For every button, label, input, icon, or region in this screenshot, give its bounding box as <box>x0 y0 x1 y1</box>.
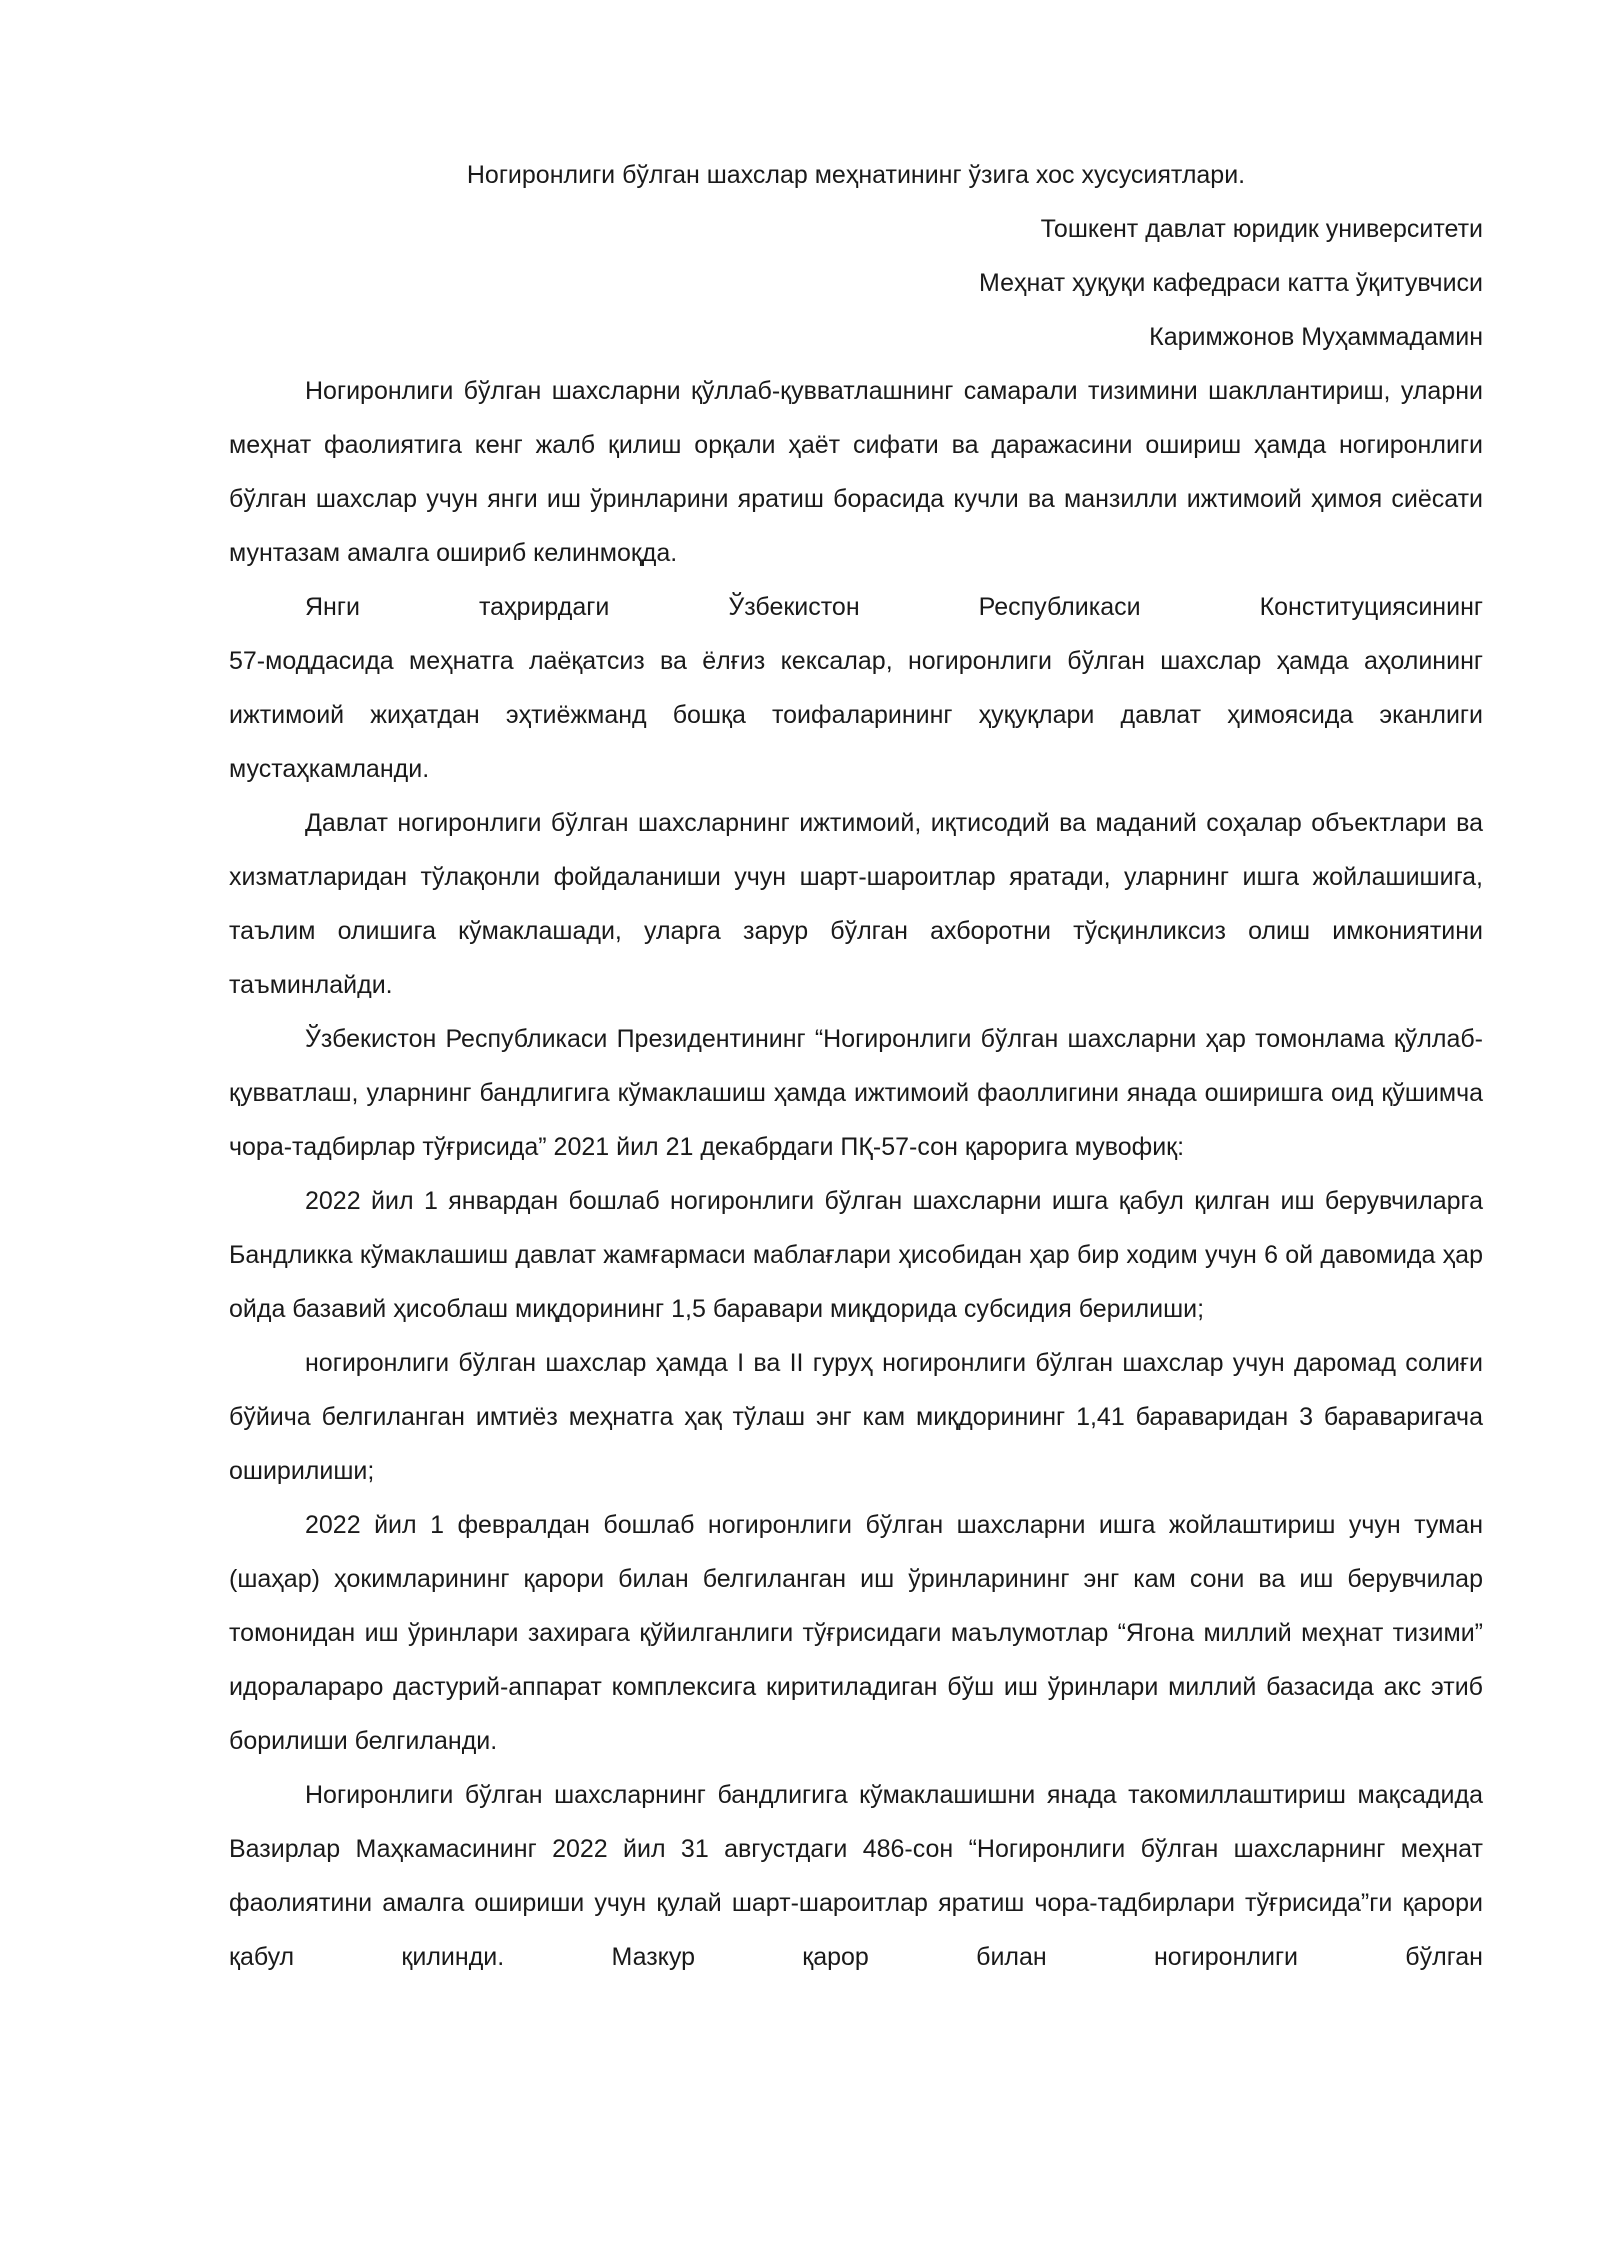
document-body <box>229 148 1483 1984</box>
paragraph-7: 2022 йил 1 февралдан бошлаб ногиронлиги бўлган шахсларни ишга жойлаштириш учун туман (шаҳар) ҳокимларининг қарори билан белгиланган иш ўринларининг энг кам сони ва иш берувчилар томонидан иш ўринлари захирага қўйилганлиги тўғрисидаги маълумотлар “Ягона миллий меҳнат тизими” идораларaро дастурий-аппарат комплексига киритиладиган бўш иш ўринлари миллий базасида акс этиб борилиши белгиланди. <box>229 1511 1483 1755</box>
paragraph-2-continuation: 57-моддасида меҳнатга лаёқатсиз ва ёлғиз кексалар, ногиронлиги бўлган шахслар ҳамда аҳолининг ижтимоий жиҳатдан эҳтиёжманд бошқа тоифаларининг ҳуқуқлари давлат ҳимоясида эканлиги мустаҳкамланди. <box>229 647 1483 783</box>
author-position: Меҳнат ҳуқуқи кафедраси катта ўқитувчиси <box>978 269 1483 297</box>
paragraph-3: Давлат ногиронлиги бўлган шахсларнинг ижтимоий, иқтисодий ва маданий соҳалар объектлари ва хизматларидан тўлақонли фойдаланиши учун шарт-шароитлар яратади, уларнинг ишга жойлашишига, таълим олишига кўмаклашади, уларга зарур бўлган ахборотни тўсқинликсиз олиш имкониятини таъминлайди. <box>229 809 1483 999</box>
document-title: Ногиронлиги бўлган шахслар меҳнатининг ўзига хос хусусиятлари. <box>466 161 1246 189</box>
paragraph-1: Ногиронлиги бўлган шахсларни қўллаб-қувватлашнинг самарали тизимини шакллантириш, уларни меҳнат фаолиятига кенг жалб қилиш орқали ҳаёт сифати ва даражасини ошириш ҳамда ногиронлиги бўлган шахслар учун янги иш ўринларини яратиш борасида кучли ва манзилли ижтимоий ҳимоя сиёсати мунтазам амалга ошириб келинмоқда. <box>229 377 1483 567</box>
author-university: Тошкент давлат юридик университети <box>1040 215 1483 243</box>
author-name: Каримжонов Муҳаммадамин <box>1149 323 1483 351</box>
paragraph-2-first-line: Янги таҳрирдаги Ўзбекистон Республикаси Конституциясининг <box>305 593 1483 621</box>
paragraph-8: Ногиронлиги бўлган шахсларнинг бандлигига кўмаклашишни янада такомиллаштириш мақсадида Вазирлар Маҳкамасининг 2022 йил 31 августдаги 486-сон “Ногиронлиги бўлган шахсларнинг меҳнат фаолиятини амалга ошириши учун қулай шарт-шароитлар яратиш чора-тадбирлари тўғрисида”ги қарори қабул қилинди. Мазкур қарор билан ногиронлиги бўлган <box>229 1781 1483 1971</box>
paragraph-4: Ўзбекистон Республикаси Президентининг “Ногиронлиги бўлган шахсларни ҳар томонлама қўллаб-қувватлаш, уларнинг бандлигига кўмаклашиш ҳамда ижтимоий фаоллигини янада оширишга оид қўшимча чора-тадбирлар тўғрисида” 2021 йил 21 декабрдаги ПҚ-57-сон қарорига мувофиқ: <box>229 1025 1483 1161</box>
paragraph-6: ногиронлиги бўлган шахслар ҳамда I ва II гуруҳ ногиронлиги бўлган шахслар учун даромад солиғи бўйича белгиланган имтиёз меҳнатга ҳақ тўлаш энг кам миқдорининг 1,41 бараваридан 3 бараваригача оширилиши; <box>229 1349 1483 1485</box>
paragraph-5: 2022 йил 1 январдан бошлаб ногиронлиги бўлган шахсларни ишга қабул қилган иш берувчиларга Бандликка кўмаклашиш давлат жамғармаси маблағлари ҳисобидан ҳар бир ходим учун 6 ой давомида ҳар ойда базавий ҳисоблаш миқдорининг 1,5 баравари миқдорида субсидия берилиши; <box>229 1187 1483 1323</box>
